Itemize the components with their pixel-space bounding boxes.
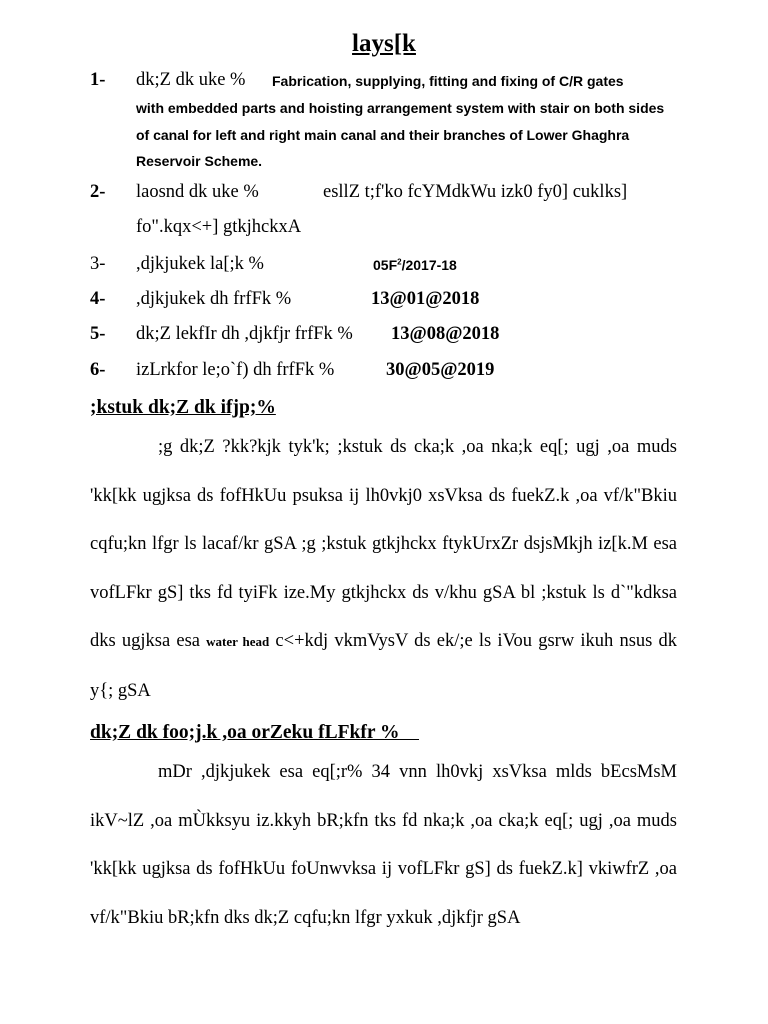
item-value: 13@08@2018 [391,324,500,344]
item-label: izLrkfor le;o`f) dh frfFk % [136,360,335,380]
section-heading: dk;Z dk foo;j.k ,oa orZeku fLFkfr % [90,722,400,743]
item-value: 13@01@2018 [371,289,480,309]
item-number: 6- [90,360,106,380]
item-label: dk;Z lekfIr dh ,djkfjr frfFk % [136,324,353,344]
item-number: 3- [90,254,106,274]
item-label: ,djkjukek la[;k % [136,254,264,274]
item-number: 2- [90,182,106,202]
item-value: $05F^2/2017-18$ [373,257,457,273]
item-1-desc-first-line: Fabrication, supplying, fitting and fixing of C/R gates [272,73,624,89]
item-label: laosnd dk uke % [136,182,259,202]
section-heading: ;kstuk dk;Z dk ifjp;% [90,397,276,418]
item-label: dk;Z dk uke % [136,70,246,90]
item-number: 5- [90,324,106,344]
item-value: esllZ t;f'ko fcYMdkWu izk0 fy0] cuklks] [323,182,628,202]
item-2-line2: fo".kqx<+] gtkjhckxA [136,217,302,237]
item-number: 1- [90,70,106,90]
item-1-description: with embedded parts and hoisting arrangement system with stair on both sides of canal for left and right main canal and their branches of Lower Ghaghra Reservoir Scheme. [136,100,665,170]
item-number: 4- [90,289,106,309]
page-title: lays[k [352,30,416,57]
item-value: 30@05@2019 [386,360,495,380]
section-paragraph: mDr ,djkjukek esa eq[;r% 34 vnn lh0vkj xsVksa mlds bEcsMsM ikV~lZ ,oa mÙkksyu iz.kkyh bR;kfn tks fd nka;k ,oa cka;k eq[; ugj ,oa muds 'kk[kk ugjksa ds fofHkUu foUnwvksa ij vofLFkr gS] ds fuekZ.k] vkiwfrZ ,oa vf/k"Bkiu bR;kfn dks dk;Z cqfu;kn lfgr yxkuk ,djkfjr gSA [90,762,677,928]
section-paragraph: ;g dk;Z ?kk?kjk tyk'k; ;kstuk ds cka;k ,oa nka;k eq[; ugj ,oa muds 'kk[kk ugjksa ds fofHkUu psuksa ij lh0vkj0 xsVksa ds fuekZ.k ,oa vf/k"Bkiu cqfu;kn lfgr ls lacaf/kr gSA ;g ;kstuk gtkjhckx ftykUrxZr dsjsMkjh iz[k.M esa vofLFkr gS] tks fd tyiFk ize.My gtkjhckx ds v/khu gSA bl ;kstuk ls d`"kdksa dks ugjksa esa water head c<+kdj vkmVysV ds ek/;e ls iVou gsrw ikuh nsus dk y{; gSA [90,437,678,701]
item-label: ,djkjukek dh frfFk % [136,289,292,309]
